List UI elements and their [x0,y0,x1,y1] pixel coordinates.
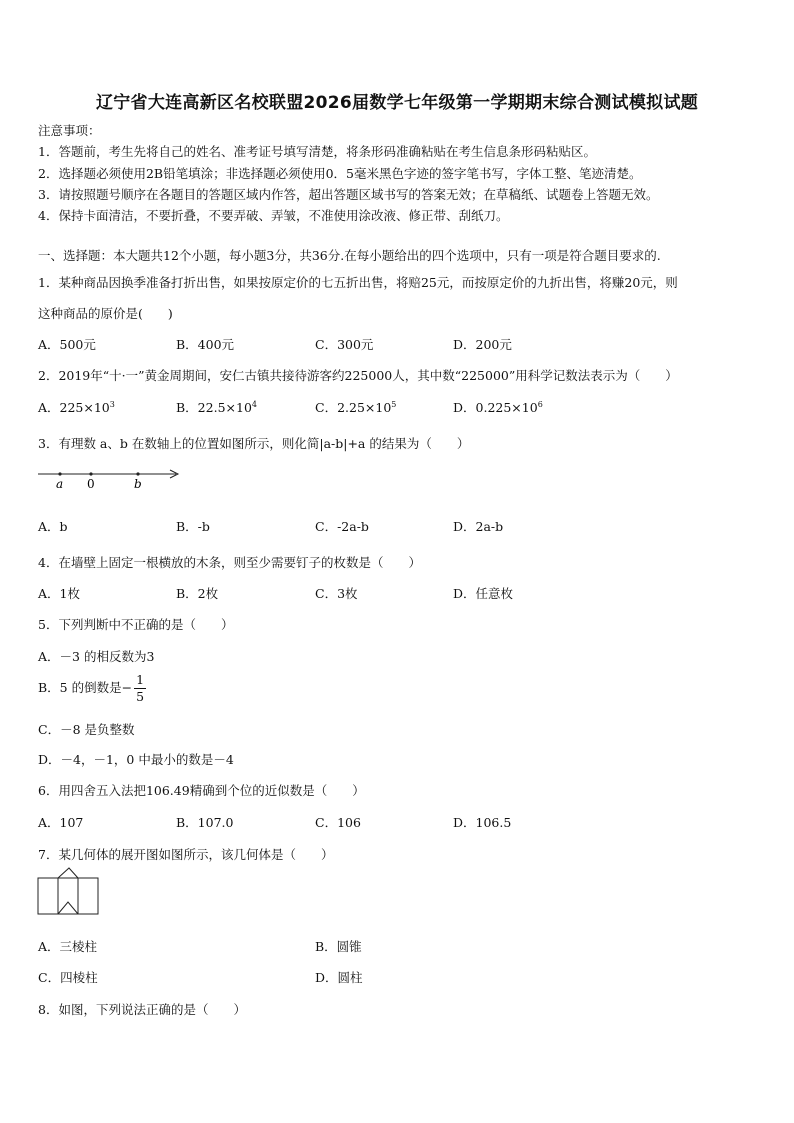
q7-option-c[interactable]: C．四棱柱 [38,970,98,985]
q5-option-d[interactable]: D．－4，－1，0 中最小的数是－4 [38,752,234,767]
question-8-stem: 8．如图，下列说法正确的是（ ） [38,1002,246,1017]
q4-option-d[interactable]: D．任意枚 [453,586,514,601]
q3-option-a[interactable]: A．b [38,519,68,534]
q3-option-d[interactable]: D．2a-b [453,519,504,534]
q6-option-c[interactable]: C．106 [315,815,361,830]
q2-option-a[interactable] [38,398,115,416]
axis-label-zero: 0 [87,477,95,491]
q1-option-c[interactable]: C．300元 [315,337,374,352]
q2-option-d-base: D．0.225×10 [453,400,538,415]
axis-label-a: a [56,477,64,491]
question-1-stem-cont: 这种商品的原价是( ) [38,306,173,321]
notice-item: 1．答题前，考生先将自己的姓名、准考证号填写清楚，将条形码准确粘贴在考生信息条形码粘贴区。 [38,144,596,159]
q3-option-c[interactable]: C．-2a-b [315,519,369,534]
q2-option-d-exp: 6 [537,399,543,409]
q2-option-d[interactable] [453,398,543,416]
q3-option-b[interactable]: B．-b [176,519,210,534]
q2-option-c-exp: 5 [391,399,397,409]
question-1-stem: 1．某种商品因换季准备打折出售，如果按原定价的七五折出售，将赔25元，而按原定价的九折出售，将赚20元，则 [38,275,678,290]
fraction-one-fifth [134,672,146,705]
fraction-denominator: 5 [136,689,145,704]
q5-option-c[interactable]: C．－8 是负整数 [38,722,135,737]
prism-net-figure [36,866,102,918]
question-2-stem: 2．2019年“十·一”黄金周期间，安仁古镇共接待游客约225000人，其中数“225000”用科学记数法表示为（ ） [38,368,678,383]
notice-item: 4．保持卡面清洁，不要折叠，不要弄破、弄皱，不准使用涂改液、修正带、刮纸刀。 [38,208,509,223]
q2-option-a-exp: 3 [109,399,115,409]
q4-option-a[interactable]: A．1枚 [38,586,80,601]
q2-option-b-base: B．22.5×10 [176,400,252,415]
q6-option-d[interactable]: D．106.5 [453,815,512,830]
q6-option-a[interactable]: A．107 [38,815,84,830]
question-7-stem: 7．某几何体的展开图如图所示，该几何体是（ ） [38,847,334,862]
q5-option-b-text: B．5 的倒数是− [38,680,133,695]
axis-label-b: b [134,477,142,491]
q5-option-a[interactable]: A．－3 的相反数为3 [38,649,155,664]
question-5-stem: 5．下列判断中不正确的是（ ） [38,617,234,632]
q2-option-c-base: C．2.25×10 [315,400,392,415]
q1-option-b[interactable]: B．400元 [176,337,235,352]
notice-item: 3．请按照题号顺序在各题目的答题区域内作答，超出答题区域书写的答案无效；在草稿纸、试题卷上答题无效。 [38,187,659,202]
q7-option-a[interactable]: A．三棱柱 [38,939,98,954]
q2-option-b[interactable] [176,398,257,416]
question-4-stem: 4．在墙壁上固定一根横放的木条，则至少需要钉子的枚数是（ ） [38,555,421,570]
q1-option-d[interactable]: D．200元 [453,337,512,352]
q4-option-b[interactable]: B．2枚 [176,586,219,601]
question-3-stem: 3．有理数 a、b 在数轴上的位置如图所示，则化简|a-b|+a 的结果为（ ） [38,436,470,451]
notice-item: 2．选择题必须使用2B铅笔填涂；非选择题必须使用0．5毫米黑色字迹的签字笔书写，字体工整、笔迹清楚。 [38,166,642,181]
q4-option-c[interactable]: C．3枚 [315,586,358,601]
section-heading: 一、选择题：本大题共12个小题，每小题3分，共36分.在每小题给出的四个选项中，只有一项是符合题目要求的. [38,248,661,263]
exam-title: 辽宁省大连高新区名校联盟2026届数学七年级第一学期期末综合测试模拟试题 [95,93,699,113]
q7-option-d[interactable]: D．圆柱 [315,970,363,985]
q2-option-a-base: A．225×10 [38,400,110,415]
notice-heading: 注意事项： [38,123,101,138]
number-line-figure [36,466,186,494]
question-6-stem: 6．用四舍五入法把106.49精确到个位的近似数是（ ） [38,783,365,798]
fraction-numerator: 1 [136,672,145,687]
q7-option-b[interactable]: B．圆锥 [315,939,362,954]
q2-option-b-exp: 4 [251,399,257,409]
q2-option-c[interactable] [315,398,396,416]
q6-option-b[interactable]: B．107.0 [176,815,234,830]
q1-option-a[interactable]: A．500元 [38,337,96,352]
q5-option-b[interactable] [38,672,146,705]
